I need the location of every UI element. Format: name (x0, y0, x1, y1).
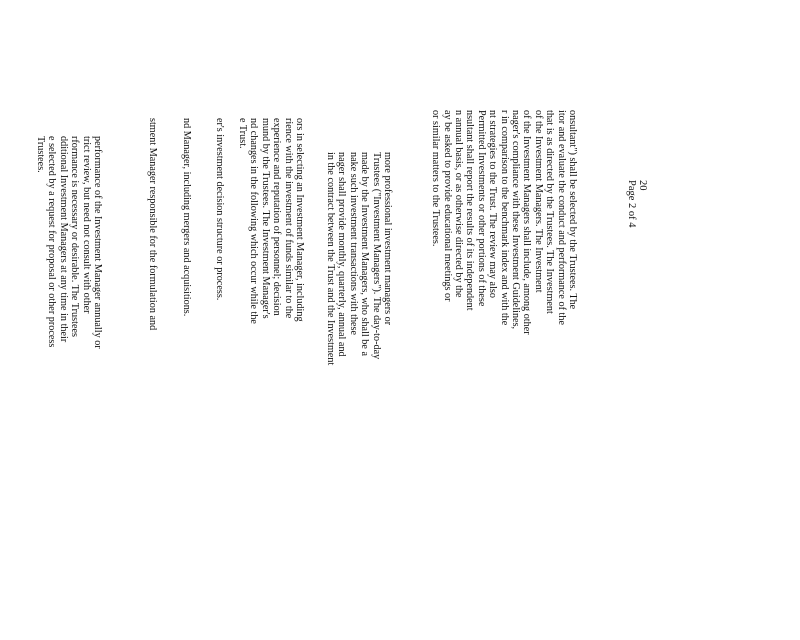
text-line: e selected by a request for proposal or other process (46, 136, 58, 348)
text-line: performance of the Investment Manager annually or (92, 136, 103, 349)
text-line: or similar matters to the Trustees. (430, 110, 442, 247)
text-line: stment Manager responsible for the formulation and (147, 118, 158, 331)
text-line: er's investment decision structure or process. (214, 118, 225, 301)
text-line: ors in selecting an Investment Manager, including (294, 118, 305, 322)
text-line: itor and evaluate the conduct and performance of the (555, 110, 567, 325)
text-line: Trustees ("Investment Managers"). The day-to-day (370, 152, 382, 360)
paragraph-selection-factors (237, 118, 305, 324)
page-number: 20 (637, 180, 648, 191)
text-line: n annual basis, or as otherwise directed by the (452, 110, 464, 298)
page-header (626, 180, 648, 228)
page-of-label: Page 2 of 4 (626, 180, 637, 228)
paragraph-performance-review (35, 136, 103, 349)
text-line: nsultant shall report the results of its independent (464, 110, 476, 311)
text-line: experience and reputation of personnel; decision (271, 118, 283, 316)
text-line: Permitted Investments or other portions of these (475, 110, 487, 307)
list-item-ownership (181, 118, 192, 316)
text-line: more professional investment managers or (382, 152, 393, 326)
text-line: nager's compliance with these Investment Guidelines, (509, 110, 521, 330)
text-line: that is as directed by the Trustees. The Investment (544, 110, 556, 314)
text-line: mund by the Trustees. The Investment Manager's (259, 118, 271, 319)
text-line: Trustees. (34, 136, 46, 173)
paragraph-investment-managers (325, 152, 393, 365)
text-line: nd changes in the following which occur while the (248, 118, 260, 324)
paragraph-consultant (430, 110, 578, 335)
text-line: e Trust. (236, 118, 248, 149)
list-item-decision-structure (214, 118, 225, 300)
text-line: made by the Investment Managers, who shall be a (359, 152, 371, 356)
list-item-responsible-manager (147, 118, 158, 330)
text-line: of the Investment Managers shall include, among other (521, 110, 533, 335)
text-line: nt strategies to the Trust. The review may also (487, 110, 499, 298)
text-line: r in comparison to the benchmark index and with the (498, 110, 510, 326)
text-line: onsultant") shall be selected by the Trustees. The (567, 110, 578, 310)
text-line: in the contract between the Trust and the Investment (324, 152, 336, 366)
text-line: nager shall provide monthly, quarterly, annual and (336, 152, 348, 357)
text-line: of the Investment Managers. The Investment (532, 110, 544, 293)
text-line: nake such investment transactions with these (347, 152, 359, 336)
text-line: rformance is necessary or desirable. The Trustees (69, 136, 81, 337)
text-line: trict review, but need not consult with other (80, 136, 92, 314)
text-line: dditional Investment Managers at any time in their (57, 136, 69, 343)
text-line: nd Manager, including mergers and acquisitions. (181, 118, 192, 317)
text-line: ay be asked to provide educational meetings or (441, 110, 453, 302)
text-line: rience with the investment of funds similar to the (282, 118, 294, 319)
